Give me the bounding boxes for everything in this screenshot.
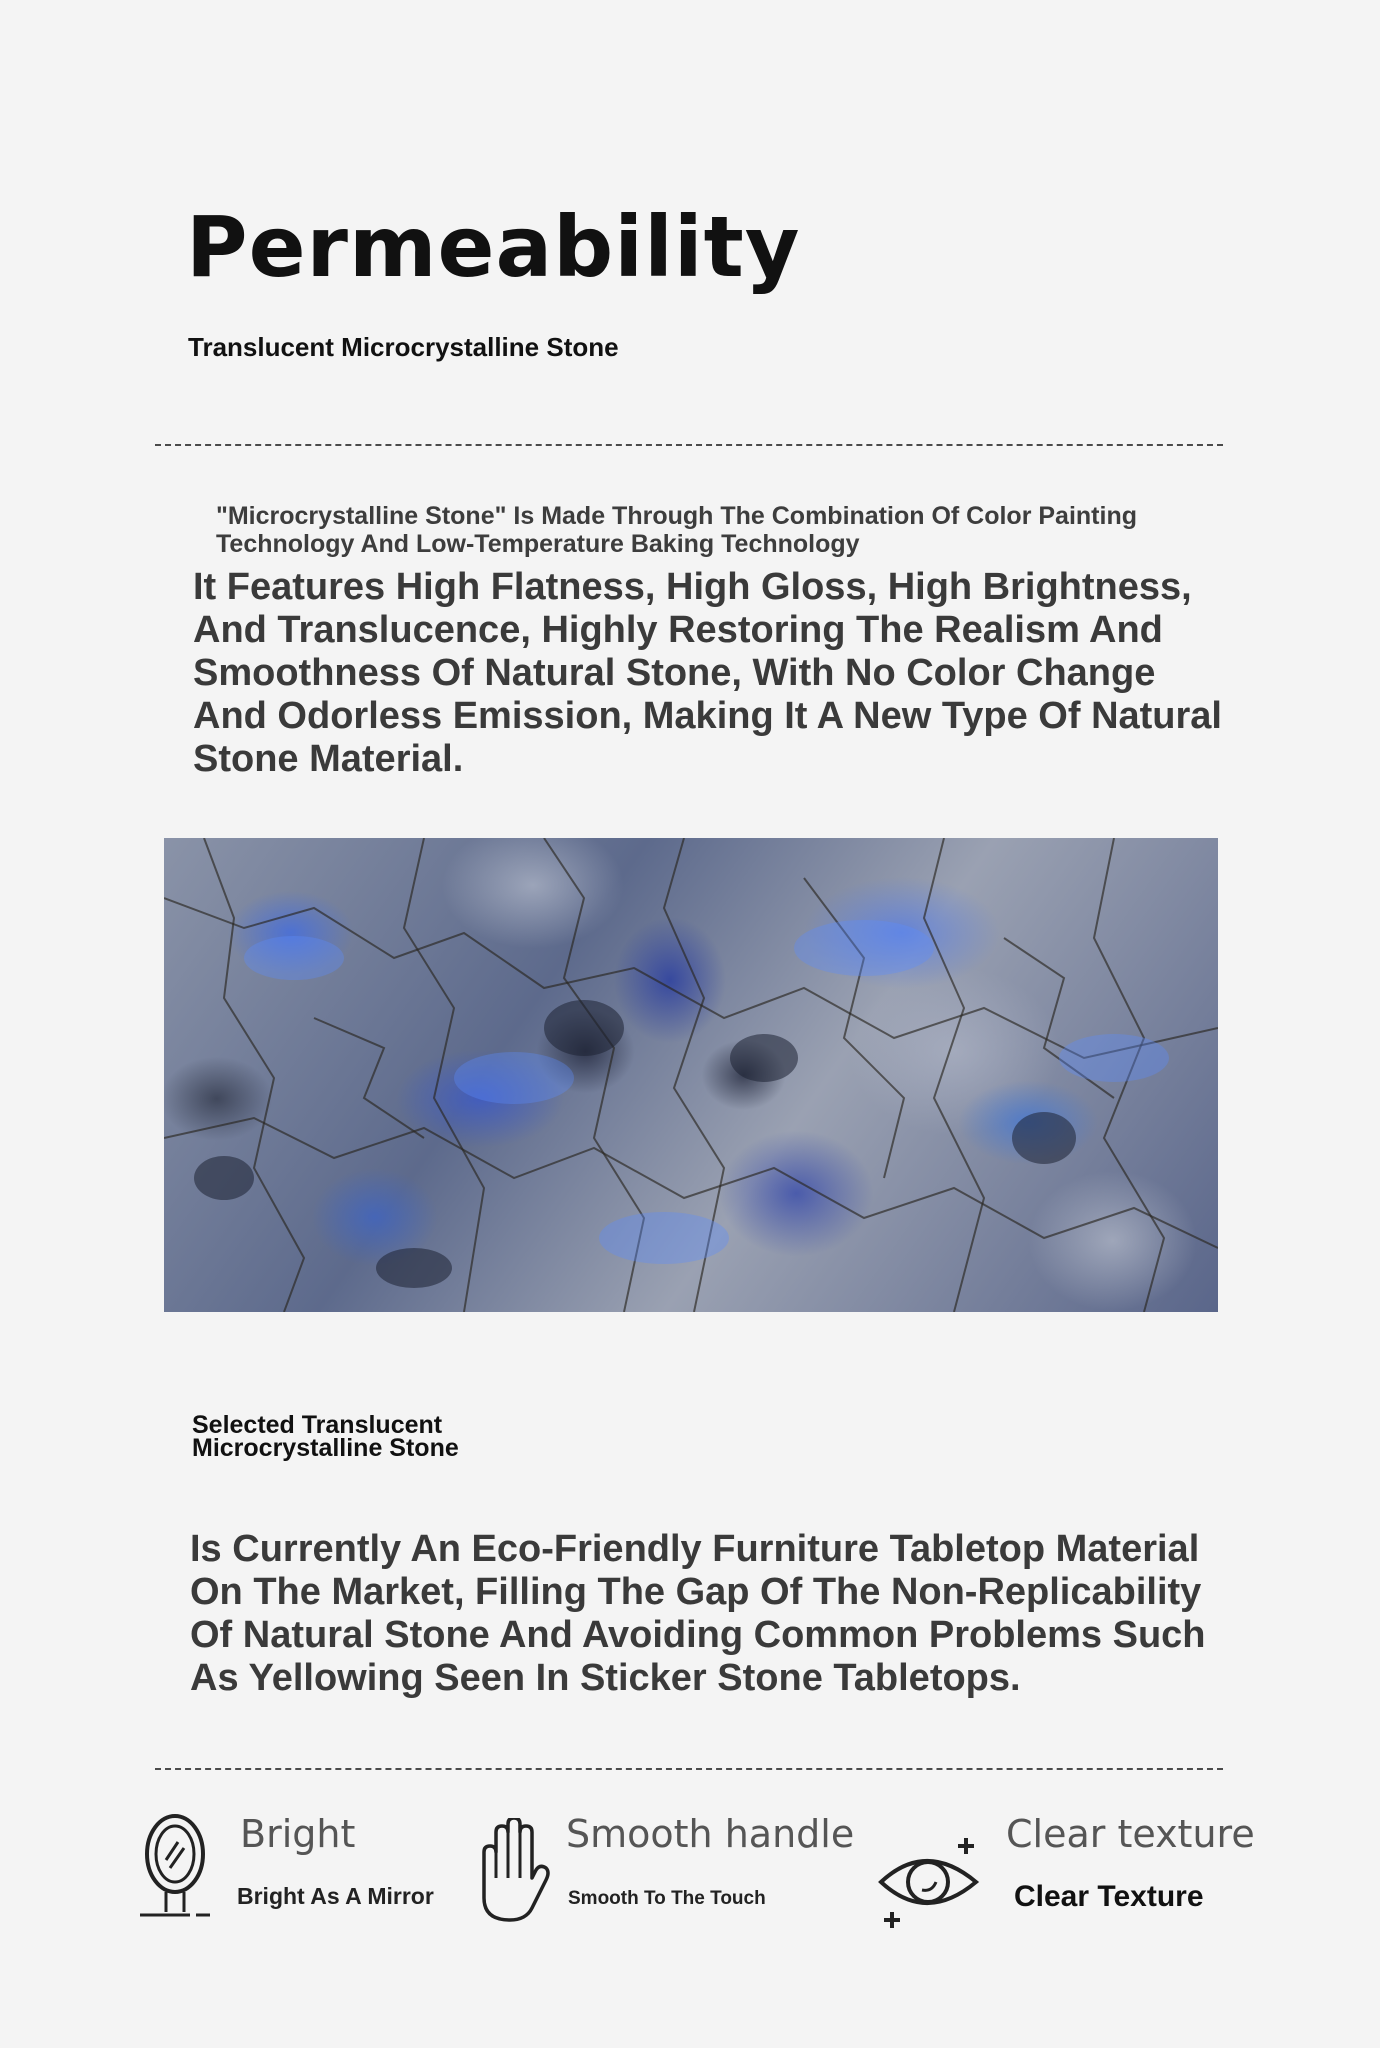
eye-icon — [876, 1832, 986, 1932]
selected-body-text: Is Currently An Eco-Friendly Furniture Tabletop Material On The Market, Filling The Gap Of The Non-Replicability Of Natural Stone And Avoiding Common Problems Such As Yellowing Seen In Sticker Stone Tabletops. — [190, 1528, 1206, 1699]
feature-bright-title: Bright — [240, 1812, 356, 1856]
feature-clear — [876, 1832, 986, 1937]
divider-bottom — [155, 1768, 1223, 1770]
divider-top — [155, 444, 1223, 446]
intro-main-text: It Features High Flatness, High Gloss, High Brightness, And Translucence, Highly Restoring The Realism And Smoothness Of Natural Stone, With No Color Change And Odorless Emission, Making It A New Type Of Natural Stone Material. — [193, 566, 1222, 780]
page-title: Permeability — [186, 198, 801, 296]
stone-veins — [164, 838, 1218, 1312]
feature-clear-subtitle: Clear Texture — [1014, 1880, 1204, 1913]
intro-small-text: "Microcrystalline Stone" Is Made Through The Combination Of Color Painting Technology And Low-Temperature Baking Technology — [216, 502, 1137, 558]
feature-smooth-title: Smooth handle — [566, 1812, 855, 1856]
feature-clear-title: Clear texture — [1006, 1812, 1255, 1856]
hand-icon — [470, 1818, 560, 1928]
feature-bright-subtitle: Bright As A Mirror — [237, 1883, 434, 1909]
mirror-icon — [138, 1812, 228, 1922]
feature-smooth-subtitle: Smooth To The Touch — [568, 1888, 766, 1909]
page-subtitle: Translucent Microcrystalline Stone — [188, 332, 619, 362]
feature-bright — [138, 1812, 228, 1927]
selected-heading: Selected Translucent Microcrystalline Stone — [192, 1411, 459, 1462]
stone-texture-image — [164, 838, 1218, 1312]
feature-smooth — [470, 1818, 560, 1933]
